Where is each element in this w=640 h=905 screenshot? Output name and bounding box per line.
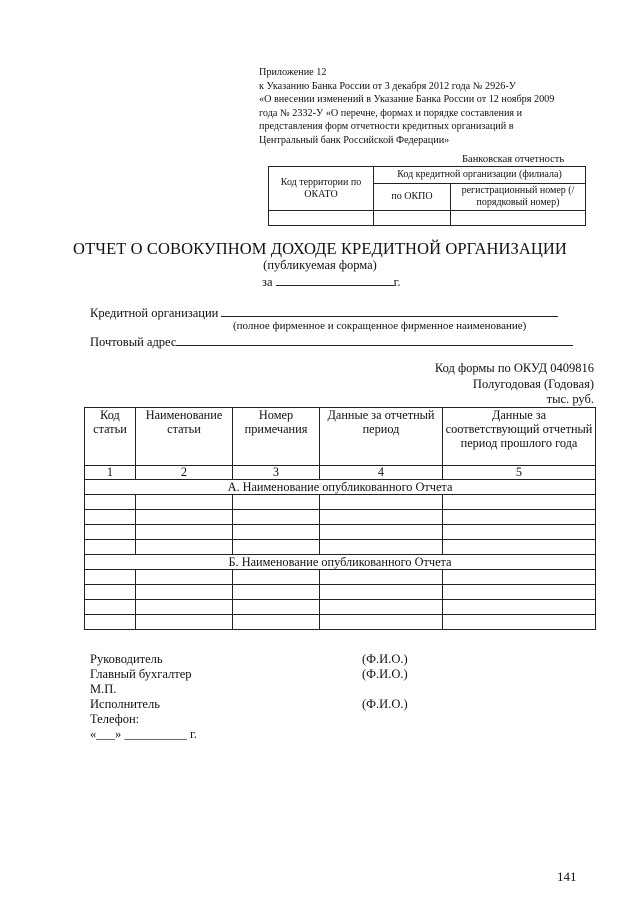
phone-label: Телефон: <box>90 712 140 726</box>
appendix-line: к Указанию Банка России от 3 декабря 2012 года № 2926-У <box>259 80 516 92</box>
table-row <box>85 600 596 615</box>
col-number: 2 <box>136 466 233 480</box>
col-number: 4 <box>320 466 443 480</box>
organization-line <box>90 305 558 321</box>
header-current: Данные за отчетный период <box>320 408 443 466</box>
units-label: тыс. руб. <box>546 392 594 406</box>
col-number: 5 <box>443 466 596 480</box>
chief-accountant-label: Главный бухгалтер <box>90 667 192 681</box>
form-info <box>435 361 594 408</box>
appendix-line: представления форм отчетности кредитных организаций в <box>259 121 514 132</box>
organization-blank <box>221 305 558 317</box>
head-label: Руководитель <box>90 652 163 666</box>
reg-number-header: регистрационный номер (/порядковый номер) <box>451 184 586 211</box>
okud-code: Код формы по ОКУД 0409816 <box>434 361 594 375</box>
header-name: Наименование статьи <box>136 408 233 466</box>
okpo-cell <box>374 211 451 226</box>
for-prefix: за <box>262 275 273 289</box>
bank-reporting-label: Банковская отчетность <box>462 154 565 165</box>
table-row <box>85 570 596 585</box>
period-blank <box>276 274 394 286</box>
okato-cell <box>269 211 374 226</box>
chief-accountant-fio: (Ф.И.О.) <box>362 667 408 681</box>
organization-label: Кредитной организации <box>90 306 219 320</box>
report-subtitle: (публикуемая форма) <box>263 258 377 272</box>
report-period-line <box>262 274 400 290</box>
postal-blank <box>176 334 573 346</box>
appendix-line: Приложение 12 <box>259 67 327 78</box>
signatures-left <box>90 652 197 742</box>
report-table <box>84 407 596 630</box>
header-note: Номер примечания <box>233 408 320 466</box>
head-fio: (Ф.И.О.) <box>362 652 408 666</box>
year-suffix: г. <box>393 275 401 289</box>
section-a-title: А. Наименование опубликованного Отчета <box>85 480 596 495</box>
report-periodicity: Полугодовая (Годовая) <box>472 376 594 391</box>
executor-label: Исполнитель <box>90 697 160 711</box>
col-number: 3 <box>233 466 320 480</box>
codes-table <box>268 166 586 226</box>
section-b-title: Б. Наименование опубликованного Отчета <box>85 555 596 570</box>
signatures-right <box>362 652 408 712</box>
appendix-line: Центральный банк Российской Федерации» <box>259 134 450 146</box>
table-row <box>85 510 596 525</box>
date-line: «___» __________ г. <box>90 727 197 741</box>
seal-label: М.П. <box>90 682 117 696</box>
appendix-line: «О внесении изменений в Указание Банка России от 12 ноября 2009 <box>259 94 555 105</box>
postal-line <box>90 334 573 350</box>
page-number: 141 <box>557 869 577 884</box>
reg-number-cell <box>451 211 586 226</box>
table-row <box>85 525 596 540</box>
okato-header: Код территории по ОКАТО <box>269 167 374 211</box>
postal-label: Почтовый адрес <box>90 335 177 349</box>
col-number: 1 <box>85 466 136 480</box>
header-previous: Данные за соответствующий отчетный период прошлого года <box>443 408 596 466</box>
table-row <box>85 585 596 600</box>
header-code: Код статьи <box>85 408 136 466</box>
report-title: ОТЧЕТ О СОВОКУПНОМ ДОХОДЕ КРЕДИТНОЙ ОРГАНИЗАЦИИ <box>73 239 567 258</box>
table-row <box>85 615 596 630</box>
appendix-header <box>259 66 589 147</box>
organization-note: (полное фирменное и сокращенное фирменное наименование) <box>233 320 527 332</box>
appendix-line: года № 2332-У «О перечне, формах и порядке составления и <box>259 107 523 119</box>
okpo-header: по ОКПО <box>374 184 451 211</box>
executor-fio: (Ф.И.О.) <box>362 697 408 711</box>
org-code-header: Код кредитной организации (филиала) <box>374 167 586 184</box>
table-row <box>85 495 596 510</box>
table-row <box>85 540 596 555</box>
